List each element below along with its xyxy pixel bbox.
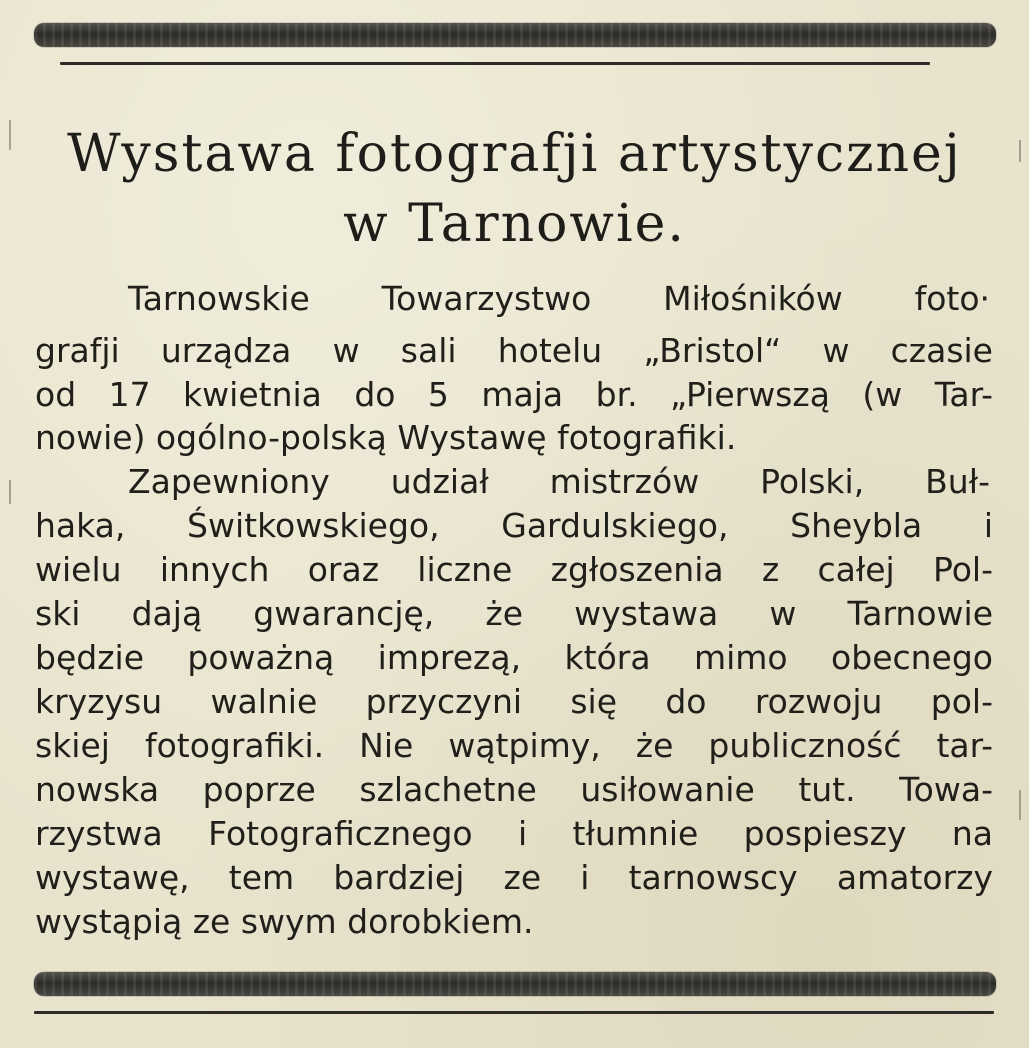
article-line: Zapewniony udział mistrzów Polski, Buł- <box>128 462 990 501</box>
article-line: wystawę, tem bardziej ze i tarnowscy amatorzy <box>35 858 993 897</box>
article-line: nowska poprze szlachetne usiłowanie tut. Towa- <box>35 770 993 809</box>
top-thick-rule <box>34 23 996 47</box>
article-line: wystąpią ze swym dorobkiem. <box>35 902 534 941</box>
right-edge-mark <box>1019 790 1021 820</box>
top-thin-rule <box>60 62 930 65</box>
left-edge-mark <box>9 480 11 504</box>
article-line: wielu innych oraz liczne zgłoszenia z całej Pol- <box>35 550 993 589</box>
article-line: ski dają gwarancję, że wystawa w Tarnowie <box>35 594 993 633</box>
article-line: haka, Świtkowskiego, Gardulskiego, Sheybla i <box>35 506 993 545</box>
article-line: skiej fotografiki. Nie wątpimy, że publiczność tar- <box>35 726 993 765</box>
article-line: kryzysu walnie przyczyni się do rozwoju pol- <box>35 682 993 721</box>
bottom-thin-rule <box>34 1011 994 1014</box>
article-line: grafji urządza w sali hotelu „Bristol“ w czasie <box>35 331 993 370</box>
headline-line-2: w Tarnowie. <box>343 194 686 254</box>
article-line: rzystwa Fotograficznego i tłumnie pospieszy na <box>35 814 993 853</box>
bottom-thick-rule <box>34 972 996 996</box>
article-line: od 17 kwietnia do 5 maja br. „Pierwszą (w Tar- <box>35 375 993 414</box>
article-line: nowie) ogólno-polską Wystawę fotografiki. <box>35 418 737 457</box>
headline-line-1: Wystawa fotografji artystycznej <box>67 124 962 184</box>
article-line: Tarnowskie Towarzystwo Miłośników foto· <box>128 279 990 318</box>
article-line: będzie poważną imprezą, która mimo obecnego <box>35 638 993 677</box>
